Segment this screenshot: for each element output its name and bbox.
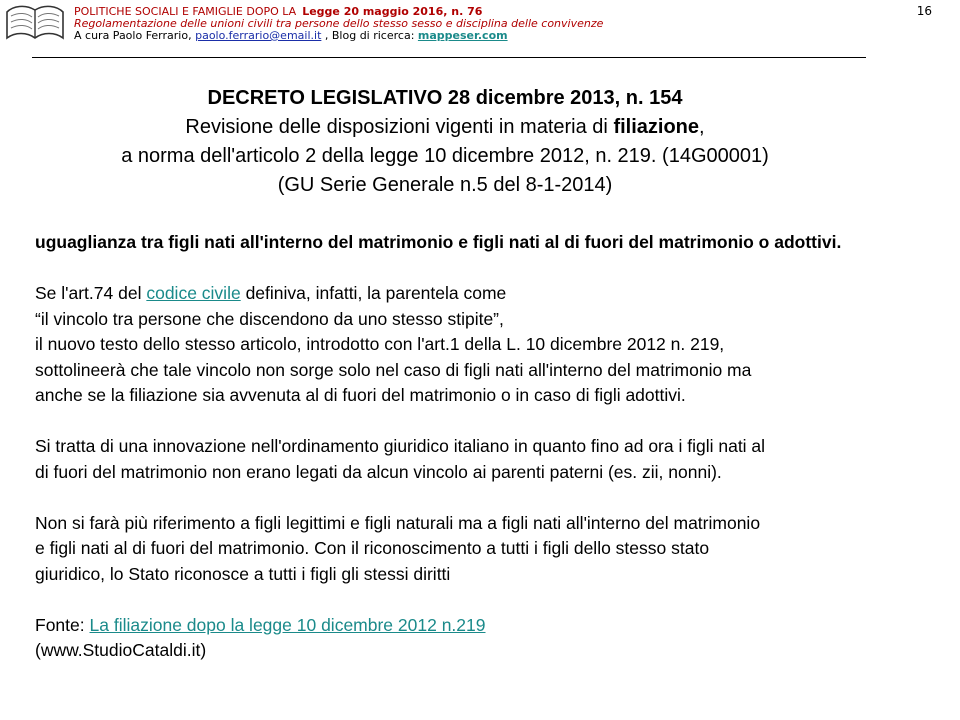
header-author: A cura Paolo Ferrario, [74, 29, 192, 42]
paragraph-3-line-3: giuridico, lo Stato riconosce a tutti i figli gli stessi diritti [35, 563, 451, 584]
page-number: 16 [916, 4, 932, 18]
header-law: Legge 20 maggio 2016, n. 76 [302, 5, 483, 18]
subtitle-keyword: filiazione [613, 116, 700, 138]
paragraph-2-line-2: di fuori del matrimonio non erano legati da alcun vincolo ai parenti paterni (es. zii, nonni). [35, 461, 722, 482]
p1-text-a: Se l'art.74 del [35, 283, 142, 303]
header-title: POLITICHE SOCIALI E FAMIGLIE DOPO LA [74, 5, 297, 18]
header-blog-label: , Blog di ricerca: [324, 29, 415, 42]
paragraph-1-line-3: il nuovo testo dello stesso articolo, introdotto con l'art.1 della L. 10 dicembre 2012 n. 219, [35, 334, 725, 354]
paragraph-3-line-2: e figli nati al di fuori del matrimonio. Con il riconoscimento a tutti i figli dello stesso stato [35, 538, 710, 558]
header-subtitle: Regolamentazione delle unioni civili tra persone dello stesso sesso e disciplina delle convivenze [74, 17, 604, 30]
decree-title-block [0, 84, 890, 200]
subtitle-prefix: Revisione delle disposizioni vigenti in materia di [185, 116, 608, 138]
book-logo-icon [5, 4, 65, 42]
email-link[interactable]: paolo.ferrario@email.it [195, 29, 322, 42]
intro-paragraph: uguaglianza tra figli nati all'interno del matrimonio e figli nati al di fuori del matrimonio o adottivi. [35, 232, 842, 252]
gazette-reference: (GU Serie Generale n.5 del 8-1-2014) [277, 174, 613, 196]
source-line [35, 613, 935, 639]
paragraph-1-line-4: sottolineerà che tale vincolo non sorge solo nel caso di figli nati all'interno del matrimonio ma [35, 359, 752, 380]
source-link[interactable]: La filiazione dopo la legge 10 dicembre 2012 n.219 [89, 614, 486, 635]
header-line-3 [74, 30, 603, 42]
paragraph-1-line-5: anche se la filiazione sia avvenuta al di fuori del matrimonio o in caso di figli adottivi. [35, 385, 686, 405]
decree-subtitle [0, 113, 890, 142]
codice-civile-link[interactable]: codice civile [146, 283, 241, 303]
source-site: (www.StudioCataldi.it) [35, 640, 207, 660]
paragraph-3-line-1: Non si farà più riferimento a figli legittimi e figli naturali ma a figli nati all'interno del matrimonio [35, 512, 761, 533]
subtitle-suffix: , [699, 116, 705, 138]
paragraph-2-line-1: Si tratta di una innovazione nell'ordinamento giuridico italiano in quanto fino ad ora i figli nati al [35, 436, 766, 456]
document-header [74, 6, 603, 42]
p1-text-b: definiva, infatti, la parentela come [245, 283, 507, 303]
header-divider [32, 57, 866, 58]
decree-reference: a norma dell'articolo 2 della legge 10 dicembre 2012, n. 219. (14G00001) [121, 145, 769, 167]
decree-title: DECRETO LEGISLATIVO 28 dicembre 2013, n. 154 [207, 87, 683, 109]
source-label: Fonte: [35, 614, 85, 635]
paragraph-1-line-2: “il vincolo tra persone che discendono da uno stesso stipite”, [35, 308, 504, 329]
paragraph-1-line-1 [35, 281, 935, 307]
document-body [35, 230, 935, 664]
blog-link[interactable]: mappeser.com [417, 29, 508, 42]
